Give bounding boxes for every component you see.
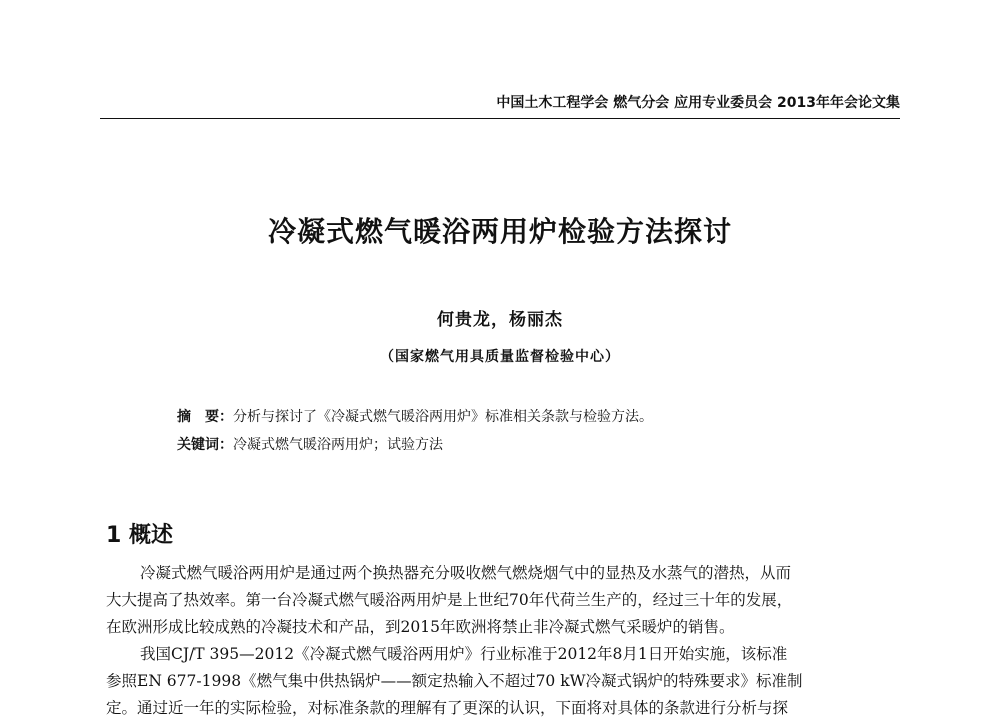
keywords [177,434,443,454]
body-line: 冷凝式燃气暖浴两用炉是通过两个换热器充分吸收燃气燃烧烟气中的显热及水蒸气的潜热，从而 [140,564,792,582]
body-line: 在欧洲形成比较成熟的冷凝技术和产品，到2015年欧洲将禁止非冷凝式燃气采暖炉的销售。 [106,618,735,636]
body-line: 我国CJ/T 395—2012《冷凝式燃气暖浴两用炉》行业标准于2012年8月1日开始实施，该标准 [140,645,788,663]
authors: 何贵龙，杨丽杰 [437,310,563,330]
section-heading: 1 概述 [106,523,173,548]
body-line: 大大提高了热效率。第一台冷凝式燃气暖浴两用炉是上世纪70年代荷兰生产的，经过三十年的发展， [106,591,793,609]
body-line: 参照EN 677-1998《燃气集中供热锅炉——额定热输入不超过70 kW冷凝式锅炉的特殊要求》标准制 [106,672,803,690]
body-line: 定。通过近一年的实际检验，对标准条款的理解有了更深的认识，下面将对具体的条款进行分析与探 [106,699,789,717]
affiliation: （国家燃气用具质量监督检验中心） [380,349,620,365]
header-rule [100,118,900,119]
abstract-label: 摘 要： [177,409,233,425]
paper-title: 冷凝式燃气暖浴两用炉检验方法探讨 [267,215,732,248]
running-header: 中国土木工程学会 燃气分会 应用专业委员会 2013年年会论文集 [496,95,900,111]
body-text [106,560,896,722]
keywords-label: 关键词： [177,437,233,453]
keywords-text: 冷凝式燃气暖浴两用炉；试验方法 [233,437,443,453]
abstract [177,406,653,426]
abstract-text: 分析与探讨了《冷凝式燃气暖浴两用炉》标准相关条款与检验方法。 [233,409,653,425]
